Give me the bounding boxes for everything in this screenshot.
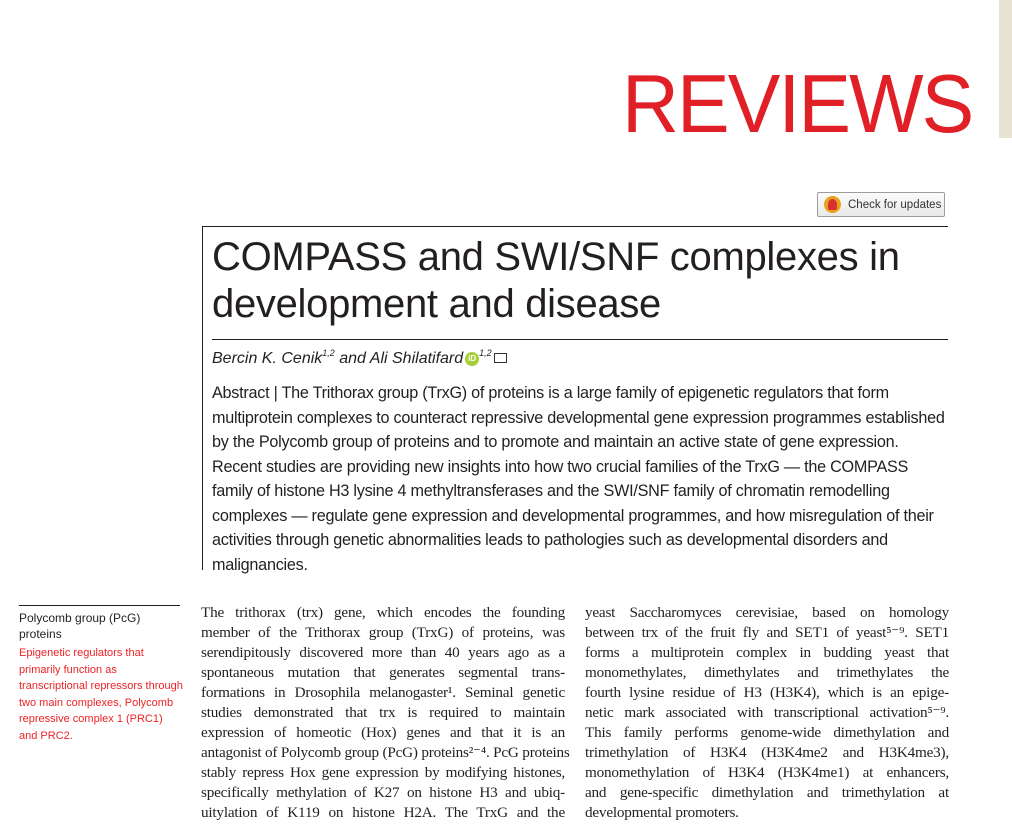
author-line [212, 350, 507, 368]
author-name[interactable]: Ali Shilatifard [369, 350, 464, 367]
author-connector: and [334, 350, 370, 367]
crossmark-icon [824, 196, 841, 213]
title-vertical-rule [202, 226, 203, 570]
body-line: and gene-specific dimethylation and trimethylation at [585, 784, 949, 801]
body-line: forms a multiprotein complex in budding yeast that [585, 644, 949, 661]
article-title: COMPASS and SWI/SNF complexes in development and disease [212, 235, 900, 326]
body-line: uitylation of K119 on histone H2A. The TrxG and the [201, 804, 565, 821]
glossary-term: Polycomb group (PcG) proteins [19, 611, 141, 641]
body-column-2 [585, 603, 949, 823]
glossary-definition: Epigenetic regulators that primarily function as transcriptional repressors through two main complexes, Polycomb repressive complex 1 (PRC1) and PRC2. [19, 647, 183, 742]
body-line: serendipitously discovered more than 40 years ago as a [201, 644, 565, 661]
orcid-icon[interactable]: iD [465, 352, 479, 366]
body-line: trimethylation of H3K4 (H3K4me2 and H3K4me3), [585, 744, 949, 761]
body-line: The trithorax (trx) gene, which encodes the founding [201, 604, 565, 621]
body-line: This family performs genome-wide dimethylation and [585, 724, 949, 741]
authors-rule [212, 339, 948, 340]
body-line: spontaneous mutation that generates segmental trans- [201, 664, 565, 681]
page-edge-tab [996, 0, 1012, 138]
body-line: studies demonstrated that trx is required to maintain [201, 704, 565, 721]
body-line: developmental promoters. [585, 804, 739, 821]
author-affiliation: 1,2 [322, 348, 335, 358]
author-affiliation: 1,2 [479, 348, 492, 358]
body-line: yeast Saccharomyces cerevisiae, based on homology [585, 604, 949, 621]
body-line: member of the Trithorax group (TrxG) of proteins, was [201, 624, 565, 641]
title-rule [202, 226, 948, 227]
body-line: formations in Drosophila melanogaster¹. Seminal genetic [201, 684, 565, 701]
body-column-1 [201, 603, 570, 823]
email-icon[interactable] [494, 353, 507, 363]
glossary-rule [19, 605, 180, 606]
check-for-updates-label: Check for updates [848, 198, 942, 211]
body-line: monomethylation of H3K4 (H3K4me1) at enhancers, [585, 764, 949, 781]
abstract: Abstract | The Trithorax group (TrxG) of proteins is a large family of epigenetic regulators that form multiprotein complexes to counteract repressive developmental gene expression programmes established by the Polycomb group of proteins and to promote and maintain an active state of gene expression. Recent studies are providing new insights into how two crucial families of the TrxG — the COMPASS family of histone H3 lysine 4 methyltransferases and the SWI/SNF family of chromatin remodelling complexes — regulate gene expression and developmental programmes, and how misregulation of their activities through genetic abnormalities leads to pathologies such as developmental disorders and malignancies. [212, 384, 945, 574]
body-line: expression of homeotic (Hox) genes and that it is an [201, 724, 565, 741]
body-line: fourth lysine residue of H3 (H3K4), which is an epige- [585, 684, 949, 701]
section-label: REVIEWS [622, 57, 973, 150]
check-for-updates-button[interactable] [817, 192, 945, 217]
body-line: between trx of the fruit fly and SET1 of yeast⁵⁻⁹. SET1 [585, 624, 949, 641]
author-name[interactable]: Bercin K. Cenik [212, 350, 323, 367]
body-line: monomethylates, dimethylates and trimethylates the [585, 664, 949, 681]
body-line: stably repress Hox gene expression by modifying histones, [201, 764, 565, 781]
body-line: antagonist of Polycomb group (PcG) proteins²⁻⁴. PcG proteins [201, 744, 570, 761]
body-line: specifically methylation of K27 on histone H3 and ubiq- [201, 784, 565, 801]
body-line: netic mark associated with transcriptional activation⁵⁻⁹. [585, 704, 949, 721]
